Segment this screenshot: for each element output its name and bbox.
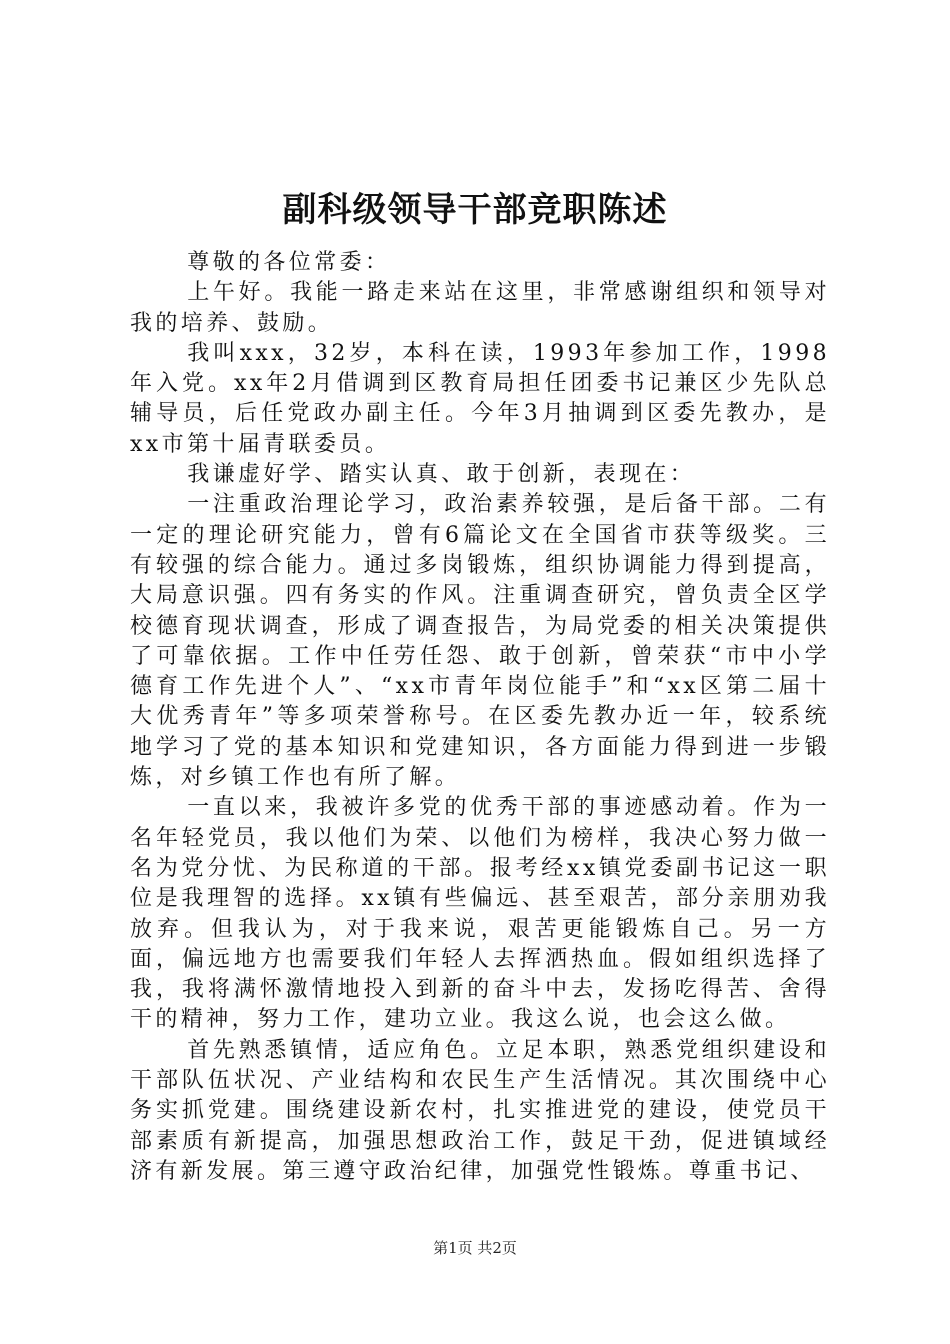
page-footer: 第1页 共2页 — [433, 1239, 517, 1257]
paragraph-motivation: 一直以来，我被许多党的优秀干部的事迹感动着。作为一名年轻党员，我以他们为荣、以他们为榜样，我决心努力做一名为党分忧、为民称道的干部。报考经xx镇党委副书记这一职位是我理智的选择。xx镇有些偏远、甚至艰苦，部分亲朋劝我放弃。但我认为，对于我来说，艰苦更能锻炼自己。另一方面，偏远地方也需要我们年轻人去挥洒热血。假如组织选择了我，我将满怀激情地投入到新的奋斗中去，发扬吃得苦、舍得干的精神，努力工作，建功立业。我这么说，也会这么做。 — [130, 795, 830, 1033]
paragraph-introduction: 我叫xxx，32岁，本科在读，1993年参加工作，1998年入党。xx年2月借调到区教育局担任团委书记兼区少先队总辅导员，后任党政办副主任。今年3月抽调到区委先教办，是xx市第十届青联委员。 — [130, 340, 830, 457]
paragraph-greeting: 上午好。我能一路走来站在这里，非常感谢组织和领导对我的培养、鼓励。 — [130, 280, 830, 336]
paragraph-qualities-lead: 我谦虚好学、踏实认真、敢于创新，表现在： — [187, 462, 696, 488]
document-body — [130, 248, 830, 1187]
document-title: 副科级领导干部竞职陈述 — [282, 190, 668, 230]
paragraph-plan: 首先熟悉镇情，适应角色。立足本职，熟悉党组织建设和干部队伍状况、产业结构和农民生产生活情况。其次围绕中心务实抓党建。围绕建设新农村，扎实推进党的建设，使党员干部素质有新提高，加强思想政治工作，鼓足干劲，促进镇域经济有新发展。第三遵守政治纪律，加强党性锻炼。尊重书记、 — [130, 1037, 830, 1184]
paragraph-qualities: 一注重政治理论学习，政治素养较强，是后备干部。二有一定的理论研究能力，曾有6篇论文在全国省市获等级奖。三有较强的综合能力。通过多岗锻炼，组织协调能力得到提高，大局意识强。四有务实的作风。注重调查研究，曾负责全区学校德育现状调查，形成了调查报告，为局党委的相关决策提供了可靠依据。工作中任劳任怨、敢于创新，曾荣获“市中小学德育工作先进个人”、“xx市青年岗位能手”和“xx区第二届十大优秀青年”等多项荣誉称号。在区委先教办近一年，较系统地学习了党的基本知识和党建知识，各方面能力得到进一步锻炼，对乡镇工作也有所了解。 — [130, 492, 830, 791]
paragraph-salutation: 尊敬的各位常委： — [187, 250, 391, 275]
